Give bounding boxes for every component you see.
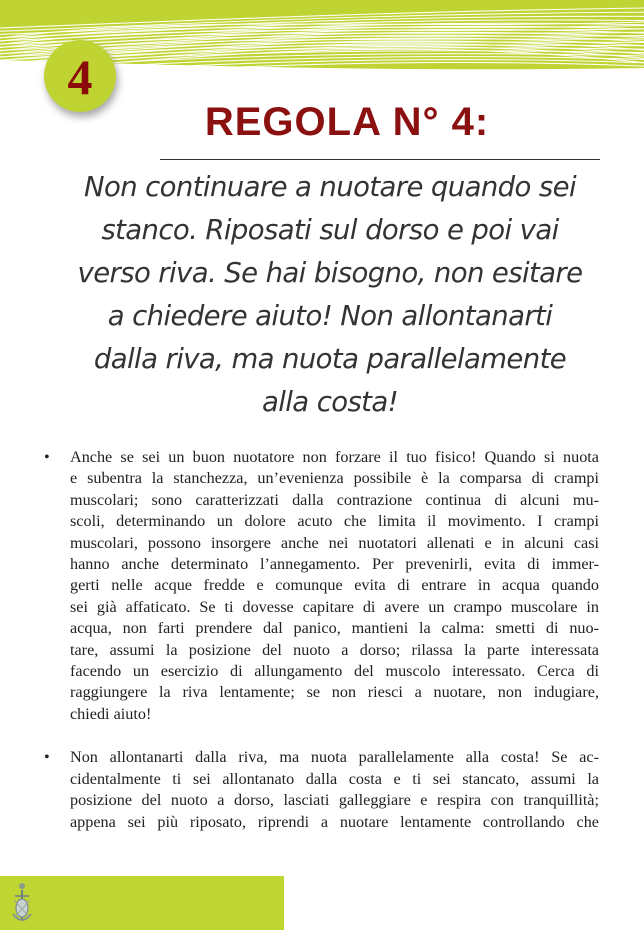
bullet-text-line: cidentalmente ti sei allontanato dalla costa e ti sei stancato, assumi la	[70, 769, 599, 788]
bullet-list	[44, 447, 599, 855]
bullet-text-line: facendo un esercizio di allungamento del muscolo interessato. Cerca di	[70, 662, 599, 681]
bullet-text-line: scoli, determinando un dolore acuto che limita il movimento. I crampi	[70, 512, 599, 531]
lead-line: dalla riva, ma nuota parallelamente	[93, 343, 567, 375]
bullet-text-line: appena sei più riposato, riprendi a nuotare lentamente controllando che	[70, 812, 599, 831]
bullet-text-line: acqua, non farti prendere dal panico, mantieni la calma: smetti di nuo-	[70, 619, 599, 638]
bullet-text-line: Non allontanarti dalla riva, ma nuota parallelamente alla costa! Se ac-	[70, 748, 599, 767]
bullet-item	[44, 747, 599, 833]
bullet-text-line: raggiungere la riva lentamente; se non riesci a nuotare, non indugiare,	[70, 683, 599, 702]
bullet-text-line: Anche se sei un buon nuotatore non forzare il tuo fisico! Quando si nuota	[70, 448, 599, 466]
bullet-text-line: muscolari; sono caratterizzati dalla contrazione continua di alcuni mu-	[70, 490, 599, 509]
lead-paragraph	[40, 166, 620, 424]
bullet-text-line: hanno anche determinato l’annegamento. Per prevenirli, evita di immer-	[70, 555, 599, 574]
bullet-text-line: chiedi aiuto!	[70, 704, 152, 723]
bullet-text-line: muscolari, possono insorgere anche nei nuotatori allenati e in alcuni casi	[70, 533, 599, 552]
anchor-emblem-icon	[10, 880, 34, 926]
lead-line: verso riva. Se hai bisogno, non esitare	[77, 257, 583, 289]
bullet-text-line: posizione del nuoto a dorso, lasciati galleggiare e respira con tranquillità;	[70, 791, 599, 810]
badge-number: 4	[67, 49, 93, 105]
bullet-item	[44, 447, 599, 725]
lead-line: a chiedere aiuto! Non allontanarti	[107, 300, 553, 332]
lead-line: alla costa!	[261, 386, 399, 418]
lead-line: stanco. Riposati sul dorso e poi vai	[101, 214, 559, 246]
bullet-text-line: tare, assumi la posizione del nuoto a dorso; rilassa la parte interessata	[70, 640, 599, 659]
bullet-text-line: gerti nelle acque fredde e comunque evita di entrare in acqua quando	[70, 576, 599, 595]
bullet-marker: •	[44, 748, 50, 767]
page-title: REGOLA N° 4:	[204, 100, 490, 144]
title-divider	[160, 159, 600, 160]
bullet-text-line: sei già affaticato. Se ti dovesse capitare di avere un crampo muscolare in	[70, 597, 599, 616]
bullet-marker: •	[44, 448, 50, 466]
lead-line: Non continuare a nuotare quando sei	[84, 171, 576, 203]
footer-band	[0, 876, 284, 930]
bullet-text-line: e subentra la stanchezza, un’evenienza possibile è la comparsa di crampi	[70, 469, 599, 488]
